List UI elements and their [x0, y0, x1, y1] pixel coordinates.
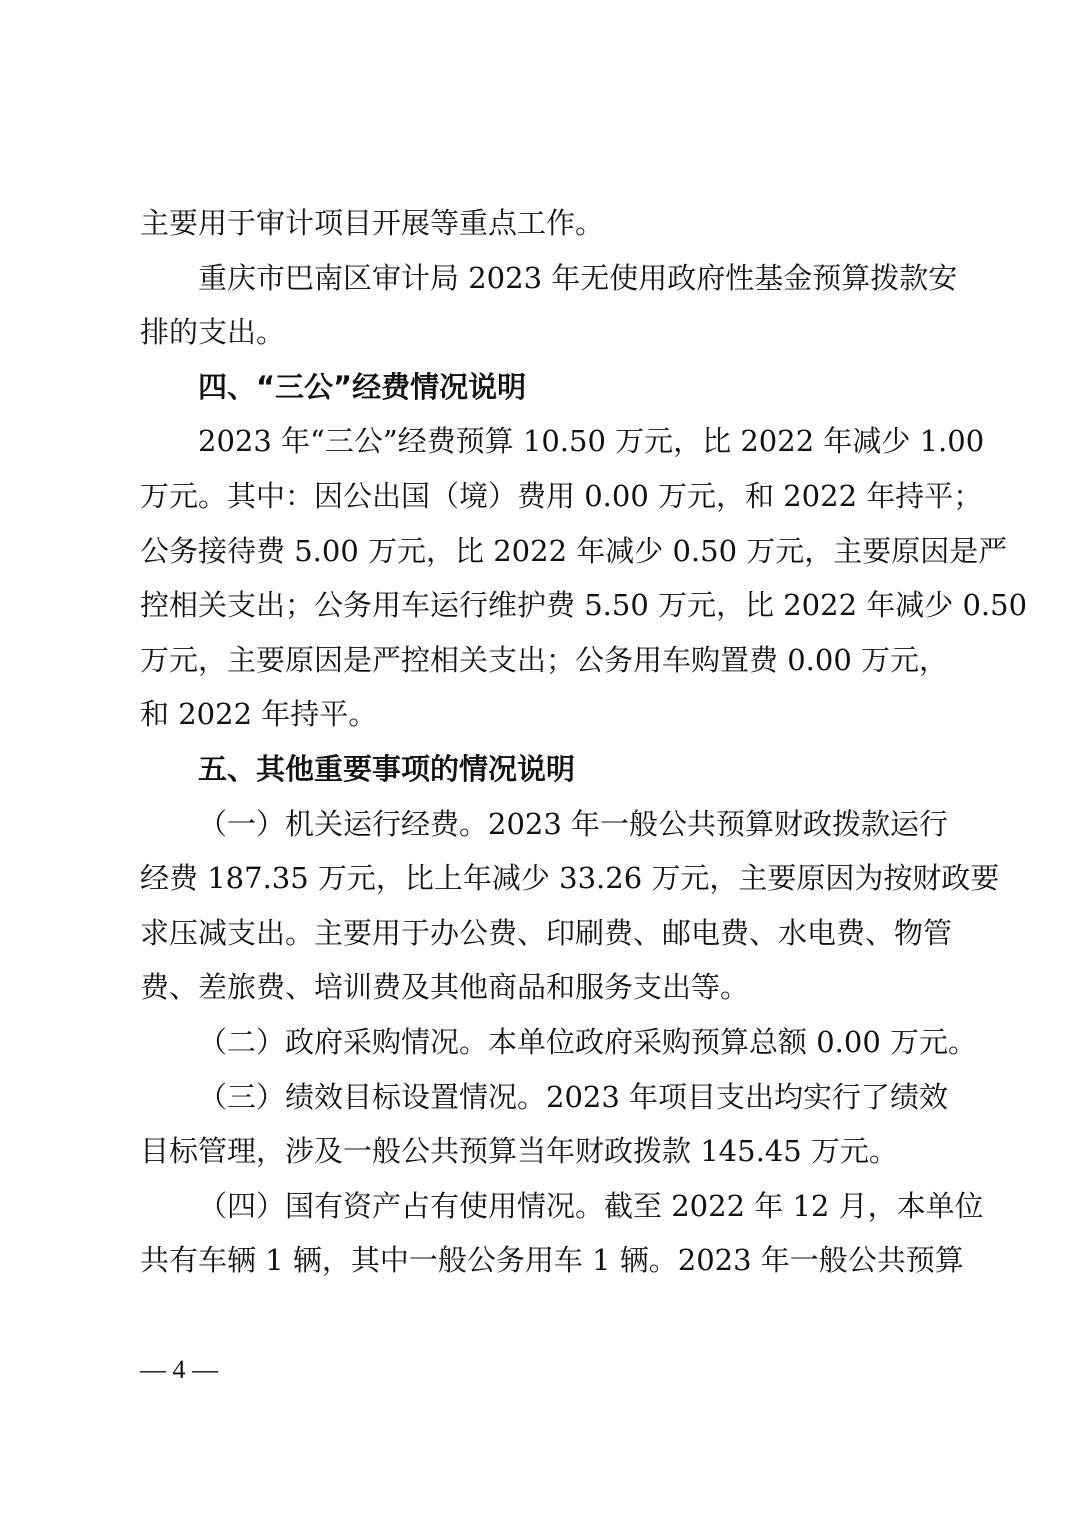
section-heading-other-matters: 五、其他重要事项的情况说明 [198, 751, 576, 786]
section-heading-three-public-expenses: 四、“三公”经费情况说明 [198, 369, 527, 404]
body-line: 目标管理，涉及一般公共预算当年财政拨款 145.45 万元。 [140, 1134, 898, 1169]
body-line: 费、差旅费、培训费及其他商品和服务支出等。 [140, 970, 750, 1005]
body-line: 万元。其中：因公出国（境）费用 0.00 万元，和 2022 年持平； [140, 478, 983, 513]
body-line: 经费 187.35 万元，比上年减少 33.26 万元，主要原因为按财政要 [140, 861, 1000, 896]
body-line: 控相关支出；公务用车运行维护费 5.50 万元，比 2022 年减少 0.50 [140, 588, 1028, 623]
body-line: 排的支出。 [140, 315, 286, 350]
body-line: 万元，主要原因是严控相关支出；公务用车购置费 0.00 万元， [140, 642, 949, 677]
body-line: 和 2022 年持平。 [140, 697, 378, 732]
body-line: （二）政府采购情况。本单位政府采购预算总额 0.00 万元。 [198, 1024, 978, 1059]
body-line: 公务接待费 5.00 万元，比 2022 年减少 0.50 万元，主要原因是严 [140, 533, 1008, 568]
body-line: 2023 年“三公”经费预算 10.50 万元，比 2022 年减少 1.00 [198, 424, 985, 459]
document-body [140, 196, 1028, 1288]
body-line: （一）机关运行经费。2023 年一般公共预算财政拨款运行 [198, 806, 949, 841]
body-line: 求压减支出。主要用于办公费、印刷费、邮电费、水电费、物管 [140, 915, 953, 950]
body-line: 主要用于审计项目开展等重点工作。 [140, 206, 605, 240]
body-line: （三）绩效目标设置情况。2023 年项目支出均实行了绩效 [198, 1079, 949, 1114]
body-line: 共有车辆 1 辆，其中一般公务用车 1 辆。2023 年一般公共预算 [140, 1243, 964, 1278]
page-number: — 4 — [140, 1355, 218, 1384]
body-line: （四）国有资产占有使用情况。截至 2022 年 12 月，本单位 [198, 1188, 984, 1223]
body-line: 重庆市巴南区审计局 2023 年无使用政府性基金预算拨款安 [198, 260, 958, 295]
